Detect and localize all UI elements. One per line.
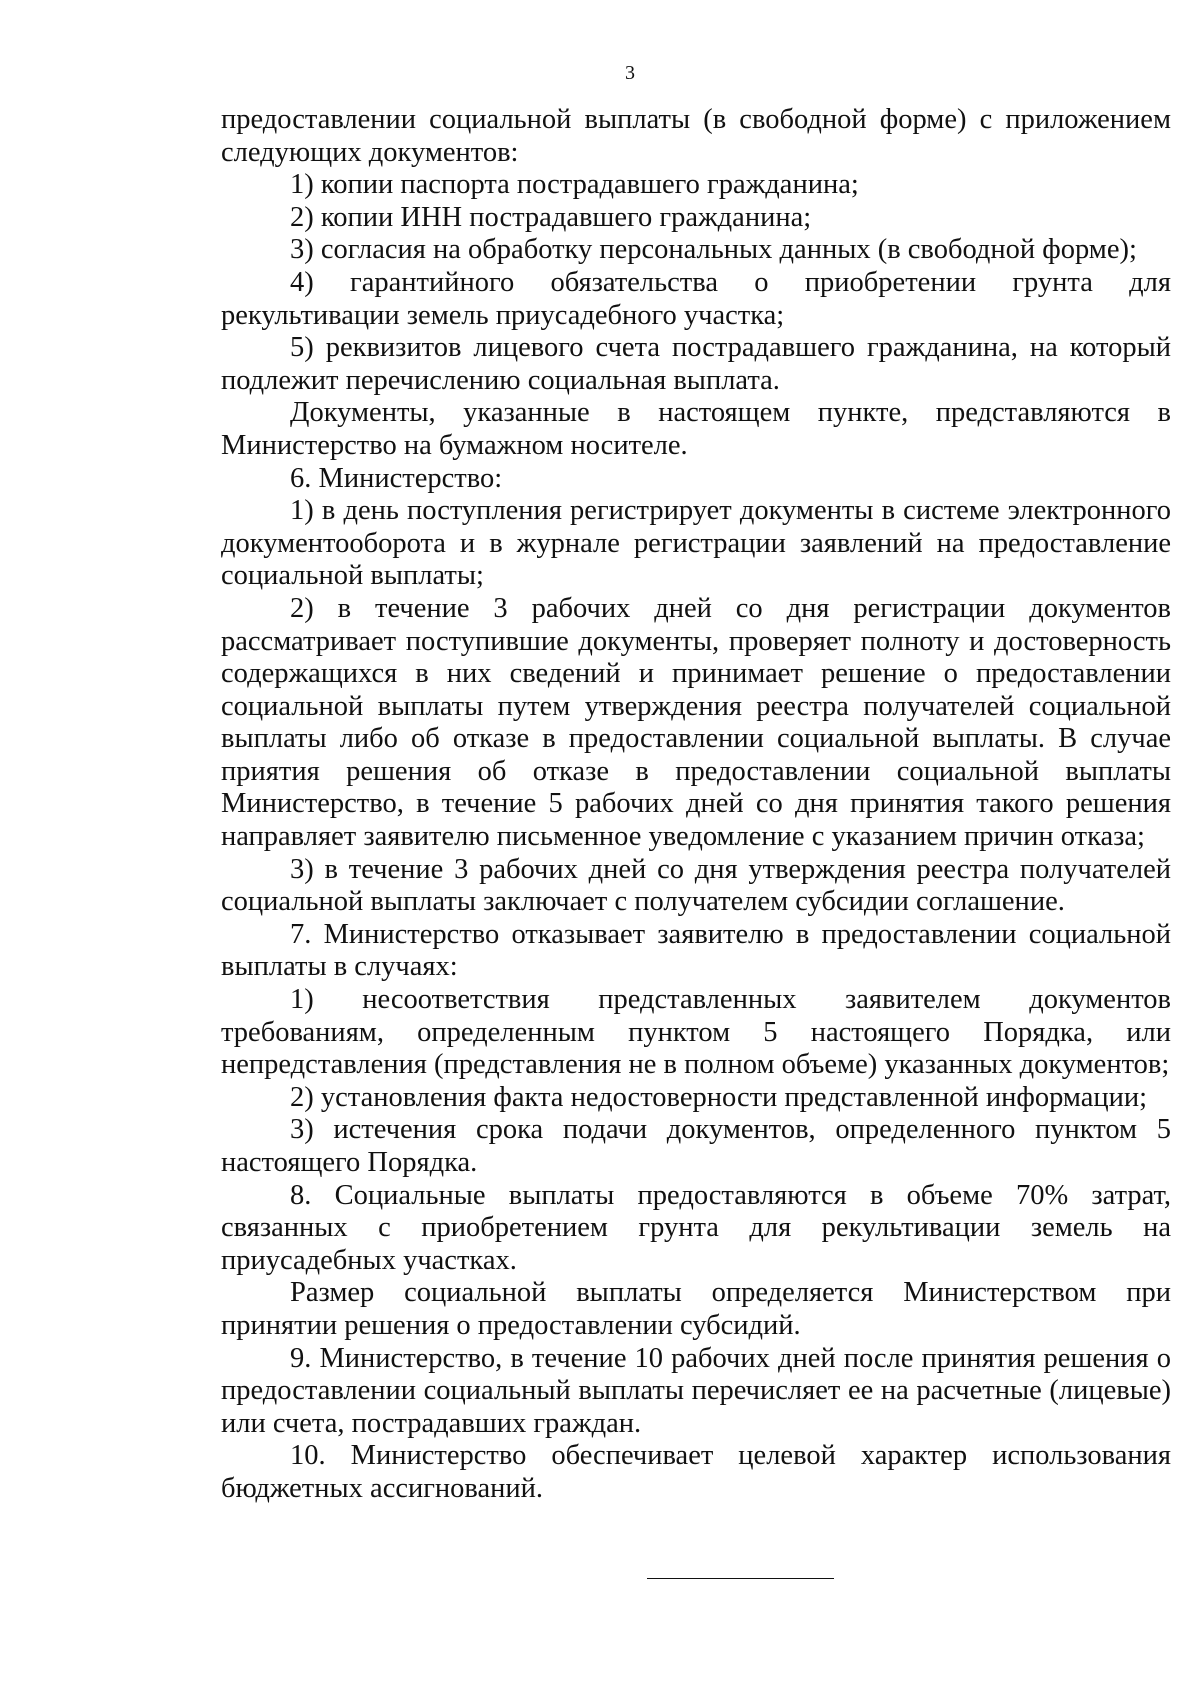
end-of-document-line [647,1578,834,1579]
list-item-guarantee: 4) гарантийного обязательства о приобретении грунта для рекультивации земель приусадебного участка; [221,266,1171,331]
clause-7: 7. Министерство отказывает заявителю в предоставлении социальной выплаты в случаях: [221,918,1171,983]
list-item-inn: 2) копии ИНН пострадавшего гражданина; [290,201,812,233]
list-item-account-details: 5) реквизитов лицевого счета пострадавшего гражданина, на который подлежит перечислению социальная выплата. [221,332,1171,396]
list-item-consent: 3) согласия на обработку персональных данных (в свободной форме); [290,234,1137,266]
clause-6-item-2: 2) в течение 3 рабочих дней со дня регистрации документов рассматривает поступившие документы, проверяет полноту и достоверность содержащихся в них сведений и принимает решение о предоставлении социальной выплаты путем утверждения реестра получателей социальной выплаты либо об отказе в предоставлении социальной выплаты. В случае приятия решения об отказе в предоставлении социальной выплаты Министерство, в течение 5 рабочих дней со дня принятия такого решения направляет заявителю письменное уведомление с указанием причин отказа; [221,592,1171,853]
clause-10: 10. Министерство обеспечивает целевой характер использования бюджетных ассигнований. [221,1440,1171,1504]
clause-6-item-1: 1) в день поступления регистрирует документы в системе электронного документооборота и в журнале регистрации заявлений на предоставление социальной выплаты; [221,495,1171,592]
clause-8: 8. Социальные выплаты предоставляются в объеме 70% затрат, связанных с приобретением грунта для рекультивации земель на приусадебных участках. [221,1179,1171,1276]
clause-6-item-3: 3) в течение 3 рабочих дней со дня утверждения реестра получателей социальной выплаты заключает с получателем субсидии соглашение. [221,853,1171,918]
clause-7-item-2: 2) установления факта недостоверности представленной информации; [290,1081,1148,1113]
list-item-passport: 1) копии паспорта пострадавшего гражданина; [290,169,859,201]
paragraph-continuation: предоставлении социальной выплаты (в свободной форме) с приложением следующих документов: [221,104,1171,168]
clause-6-heading: 6. Министерство: [290,462,503,494]
clause-8-amount: Размер социальной выплаты определяется Министерством при принятии решения о предоставлении субсидий. [221,1277,1171,1341]
page-number: 3 [625,62,635,84]
document-body [221,104,1171,1506]
clause-7-item-3: 3) истечения срока подачи документов, определенного пунктом 5 настоящего Порядка. [221,1114,1171,1178]
paragraph-documents-submission: Документы, указанные в настоящем пункте, представляются в Министерство на бумажном носителе. [221,397,1171,461]
clause-9: 9. Министерство, в течение 10 рабочих дней после принятия решения о предоставлении социальный выплаты перечисляет ее на расчетные (лицевые) или счета, пострадавших граждан. [221,1342,1171,1439]
clause-7-item-1: 1) несоответствия представленных заявителем документов требованиям, определенным пунктом 5 настоящего Порядка, или непредставления (представления не в полном объеме) указанных документов; [221,984,1171,1081]
